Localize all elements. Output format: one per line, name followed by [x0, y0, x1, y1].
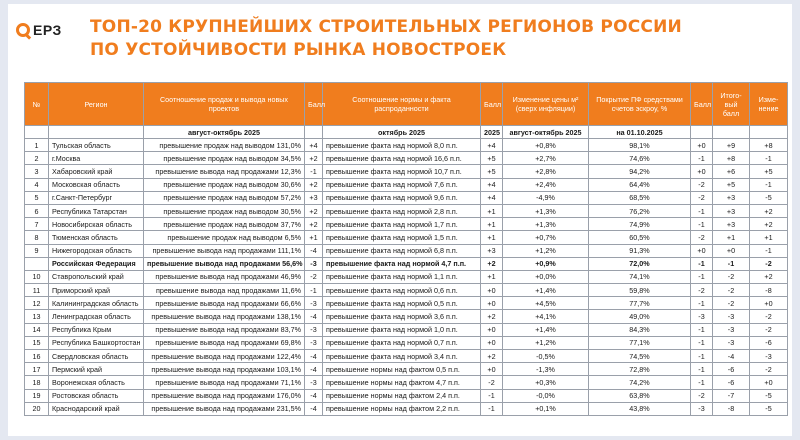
- table-cell: 74,5%: [589, 350, 691, 363]
- table-cell: +0: [481, 297, 503, 310]
- table-cell: -4: [305, 350, 323, 363]
- table-cell: -1: [305, 165, 323, 178]
- table-cell: +0: [691, 244, 713, 257]
- table-cell: 11: [25, 284, 49, 297]
- table-cell: 77,7%: [589, 297, 691, 310]
- table-row: [25, 310, 788, 323]
- table-cell: +1,4%: [503, 323, 589, 336]
- table-cell: -2: [691, 178, 713, 191]
- table-header-row: [25, 83, 788, 126]
- table-cell: -3: [305, 257, 323, 270]
- table-cell: +1,2%: [503, 336, 589, 349]
- table-cell: превышение вывода над продажами 56,6%: [144, 257, 305, 270]
- table-cell: превышение вывода над продажами 83,7%: [144, 323, 305, 336]
- table-cell: -0,5%: [503, 350, 589, 363]
- table-cell: превышение факта над нормой 9,6 п.п.: [323, 191, 481, 204]
- table-cell: +4,1%: [503, 310, 589, 323]
- table-cell: 94,2%: [589, 165, 691, 178]
- table-cell: +2,4%: [503, 178, 589, 191]
- table-cell: -6: [713, 376, 750, 389]
- table-cell: -1: [691, 218, 713, 231]
- table-cell: -3: [713, 336, 750, 349]
- table-row: [25, 204, 788, 217]
- table-cell: +4: [481, 178, 503, 191]
- table-cell: -2: [481, 376, 503, 389]
- table-cell: -3: [713, 310, 750, 323]
- table-cell: 60,5%: [589, 231, 691, 244]
- table-cell: превышение факта над нормой 4,7 п.п.: [323, 257, 481, 270]
- table-cell: превышение нормы над фактом 2,2 п.п.: [323, 402, 481, 415]
- table-cell: -4: [305, 402, 323, 415]
- table-cell: Ростовская область: [49, 389, 144, 402]
- table-cell: 18: [25, 376, 49, 389]
- table-cell: -0,0%: [503, 389, 589, 402]
- table-cell: +4: [305, 139, 323, 152]
- table-cell: 43,8%: [589, 402, 691, 415]
- table-cell: 4: [25, 178, 49, 191]
- subheader-cell-6: август-октябрь 2025: [503, 126, 589, 139]
- table-cell: +5: [481, 165, 503, 178]
- table-cell: Российская Федерация: [49, 257, 144, 270]
- table-cell: -2: [750, 323, 788, 336]
- table-cell: +1,3%: [503, 204, 589, 217]
- table-cell: Краснодарский край: [49, 402, 144, 415]
- table-cell: +2: [305, 204, 323, 217]
- subheader-cell-4: октябрь 2025: [323, 126, 481, 139]
- table-cell: -1,3%: [503, 363, 589, 376]
- table-cell: +5: [713, 178, 750, 191]
- table-cell: 1: [25, 139, 49, 152]
- table-cell: превышение продаж над выводом 6,5%: [144, 231, 305, 244]
- table-cell: -1: [691, 270, 713, 283]
- table-row: [25, 231, 788, 244]
- column-header-1: Регион: [49, 83, 144, 126]
- table-cell: превышение продаж над выводом 30,6%: [144, 178, 305, 191]
- table-row: [25, 363, 788, 376]
- table-cell: 68,5%: [589, 191, 691, 204]
- table-subheader-row: [25, 126, 788, 139]
- table-cell: +0: [481, 363, 503, 376]
- table-cell: 15: [25, 336, 49, 349]
- table-cell: превышение факта над нормой 0,7 п.п.: [323, 336, 481, 349]
- table-cell: +3: [713, 191, 750, 204]
- page-title: [90, 16, 682, 62]
- table-cell: превышение вывода над продажами 66,6%: [144, 297, 305, 310]
- table-cell: Калининградская область: [49, 297, 144, 310]
- table-cell: -1: [691, 323, 713, 336]
- table-cell: +1: [481, 218, 503, 231]
- table-cell: превышение факта над нормой 3,6 п.п.: [323, 310, 481, 323]
- subheader-cell-0: [25, 126, 49, 139]
- table-cell: превышение факта над нормой 1,5 п.п.: [323, 231, 481, 244]
- table-cell: превышение продаж над выводом 30,5%: [144, 204, 305, 217]
- column-header-7: Покрытие ПФ средствами счетов эскроу, %: [589, 83, 691, 126]
- title-line-1: ТОП-20 КРУПНЕЙШИХ СТРОИТЕЛЬНЫХ РЕГИОНОВ РОССИИ: [90, 17, 682, 37]
- table-cell: превышение вывода над продажами 103,1%: [144, 363, 305, 376]
- table-cell: +0: [713, 244, 750, 257]
- subheader-cell-9: [713, 126, 750, 139]
- table-row: [25, 402, 788, 415]
- table-cell: -2: [691, 191, 713, 204]
- table-cell: -2: [691, 231, 713, 244]
- table-cell: +0: [750, 376, 788, 389]
- column-header-4: Соотношение нормы и факта распроданности: [323, 83, 481, 126]
- table-cell: +0: [481, 336, 503, 349]
- table-cell: -6: [750, 336, 788, 349]
- table-cell: 49,0%: [589, 310, 691, 323]
- table-cell: -4: [305, 244, 323, 257]
- table-cell: 8: [25, 231, 49, 244]
- table-cell: -3: [305, 297, 323, 310]
- table-cell: 20: [25, 402, 49, 415]
- column-header-3: Балл: [305, 83, 323, 126]
- table-cell: +2: [305, 218, 323, 231]
- table-cell: Ставропольский край: [49, 270, 144, 283]
- table-cell: -7: [713, 389, 750, 402]
- table-cell: превышение продаж над выводом 57,2%: [144, 191, 305, 204]
- table-cell: превышение нормы над фактом 0,5 п.п.: [323, 363, 481, 376]
- table-cell: +4: [481, 191, 503, 204]
- table-cell: превышение вывода над продажами 122,4%: [144, 350, 305, 363]
- table-cell: -3: [750, 350, 788, 363]
- table-row: [25, 389, 788, 402]
- table-cell: -1: [750, 152, 788, 165]
- table-cell: +1,4%: [503, 284, 589, 297]
- table-cell: Воронежская область: [49, 376, 144, 389]
- table-cell: 91,3%: [589, 244, 691, 257]
- table-cell: 74,9%: [589, 218, 691, 231]
- table-row: [25, 336, 788, 349]
- table-body: [25, 139, 788, 416]
- table-cell: превышение факта над нормой 1,7 п.п.: [323, 218, 481, 231]
- table-cell: г.Москва: [49, 152, 144, 165]
- table-cell: -1: [305, 284, 323, 297]
- table-cell: превышение факта над нормой 0,6 п.п.: [323, 284, 481, 297]
- table-row: [25, 350, 788, 363]
- subheader-cell-2: август-октябрь 2025: [144, 126, 305, 139]
- table-cell: -5: [750, 191, 788, 204]
- table-cell: -3: [691, 402, 713, 415]
- logo: [16, 22, 62, 38]
- table-row: [25, 297, 788, 310]
- table-cell: 5: [25, 191, 49, 204]
- table-cell: +9: [713, 139, 750, 152]
- table-cell: +8: [750, 139, 788, 152]
- table-cell: 3: [25, 165, 49, 178]
- table-cell: -2: [691, 284, 713, 297]
- table-cell: +1: [481, 231, 503, 244]
- logo-q-icon: [16, 23, 30, 37]
- table-cell: -3: [305, 336, 323, 349]
- table-cell: -2: [691, 389, 713, 402]
- table-cell: +1: [305, 231, 323, 244]
- table-cell: превышение факта над нормой 8,0 п.п.: [323, 139, 481, 152]
- table-cell: Свердловская область: [49, 350, 144, 363]
- table-cell: 98,1%: [589, 139, 691, 152]
- table-row: [25, 244, 788, 257]
- table-cell: превышение факта над нормой 0,5 п.п.: [323, 297, 481, 310]
- table-cell: 74,1%: [589, 270, 691, 283]
- table-cell: -5: [750, 402, 788, 415]
- table-row: [25, 284, 788, 297]
- table-cell: +0,3%: [503, 376, 589, 389]
- column-header-2: Соотношение продаж и вывода новых проектов: [144, 83, 305, 126]
- table-cell: -2: [713, 284, 750, 297]
- table-cell: +2: [481, 257, 503, 270]
- subheader-cell-10: [750, 126, 788, 139]
- table-cell: -4: [713, 350, 750, 363]
- table-row: [25, 191, 788, 204]
- table-cell: +2: [750, 218, 788, 231]
- table-cell: +2: [750, 204, 788, 217]
- table-cell: +1: [481, 204, 503, 217]
- table-cell: превышение факта над нормой 3,4 п.п.: [323, 350, 481, 363]
- table-row: [25, 178, 788, 191]
- table-cell: -3: [305, 376, 323, 389]
- table-row-total: [25, 257, 788, 270]
- table-cell: +2: [481, 310, 503, 323]
- ranking-table: [24, 82, 788, 416]
- table-cell: превышение продаж над выводом 34,5%: [144, 152, 305, 165]
- table-cell: -8: [750, 284, 788, 297]
- table-cell: Республика Башкортостан: [49, 336, 144, 349]
- column-header-0: №: [25, 83, 49, 126]
- table-cell: 72,0%: [589, 257, 691, 270]
- table-cell: -5: [750, 389, 788, 402]
- table-cell: +2: [481, 350, 503, 363]
- table-cell: Тульская область: [49, 139, 144, 152]
- table-cell: +0: [481, 323, 503, 336]
- subheader-cell-3: [305, 126, 323, 139]
- table-cell: +1,3%: [503, 218, 589, 231]
- table-cell: -1: [691, 257, 713, 270]
- table-cell: Приморский край: [49, 284, 144, 297]
- content-card: [8, 4, 792, 436]
- table-cell: 2: [25, 152, 49, 165]
- table-row: [25, 165, 788, 178]
- table-cell: -1: [691, 376, 713, 389]
- table-cell: +4: [481, 139, 503, 152]
- table-cell: +2,8%: [503, 165, 589, 178]
- table-cell: -1: [691, 350, 713, 363]
- table-cell: 63,8%: [589, 389, 691, 402]
- table-cell: [25, 257, 49, 270]
- table-cell: 19: [25, 389, 49, 402]
- table-cell: -1: [691, 336, 713, 349]
- table-cell: +0,1%: [503, 402, 589, 415]
- table-cell: +4,5%: [503, 297, 589, 310]
- table-cell: 74,2%: [589, 376, 691, 389]
- table-cell: 77,1%: [589, 336, 691, 349]
- table-cell: -6: [713, 363, 750, 376]
- table-cell: Московская область: [49, 178, 144, 191]
- table-cell: превышение факта над нормой 1,0 п.п.: [323, 323, 481, 336]
- table-row: [25, 218, 788, 231]
- table-cell: Пермский край: [49, 363, 144, 376]
- table-cell: превышение вывода над продажами 176,0%: [144, 389, 305, 402]
- table-cell: -1: [691, 363, 713, 376]
- table-cell: -4: [305, 310, 323, 323]
- table-cell: -1: [481, 402, 503, 415]
- table-cell: превышение факта над нормой 6,8 п.п.: [323, 244, 481, 257]
- table-cell: +1: [750, 231, 788, 244]
- table-cell: +3: [713, 204, 750, 217]
- table-cell: 10: [25, 270, 49, 283]
- table-cell: Республика Крым: [49, 323, 144, 336]
- subheader-cell-1: [49, 126, 144, 139]
- table-cell: +1: [713, 231, 750, 244]
- table-cell: превышение продаж над выводом 37,7%: [144, 218, 305, 231]
- table-cell: -1: [481, 389, 503, 402]
- table-cell: превышение факта над нормой 16,6 п.п.: [323, 152, 481, 165]
- table-cell: -2: [750, 310, 788, 323]
- table-cell: +2: [750, 270, 788, 283]
- table-cell: -1: [713, 257, 750, 270]
- table-cell: превышение нормы над фактом 4,7 п.п.: [323, 376, 481, 389]
- table-cell: +2: [305, 152, 323, 165]
- table-cell: -4,9%: [503, 191, 589, 204]
- table-row: [25, 323, 788, 336]
- table-cell: превышение факта над нормой 7,6 п.п.: [323, 178, 481, 191]
- table-row: [25, 376, 788, 389]
- table-cell: превышение вывода над продажами 71,1%: [144, 376, 305, 389]
- table-cell: 12: [25, 297, 49, 310]
- table-cell: Нижегородская область: [49, 244, 144, 257]
- table-cell: превышение факта над нормой 1,1 п.п.: [323, 270, 481, 283]
- subheader-cell-7: на 01.10.2025: [589, 126, 691, 139]
- table-cell: 14: [25, 323, 49, 336]
- table-cell: -8: [713, 402, 750, 415]
- table-cell: 84,3%: [589, 323, 691, 336]
- table-cell: 59,8%: [589, 284, 691, 297]
- table-cell: 16: [25, 350, 49, 363]
- table-cell: -2: [713, 270, 750, 283]
- table-cell: превышение вывода над продажами 111,1%: [144, 244, 305, 257]
- table-cell: превышение вывода над продажами 231,5%: [144, 402, 305, 415]
- table-cell: +0: [750, 297, 788, 310]
- table-cell: 72,8%: [589, 363, 691, 376]
- table-cell: превышение факта над нормой 2,8 п.п.: [323, 204, 481, 217]
- table-cell: +0,0%: [503, 270, 589, 283]
- table-cell: превышение продаж над выводом 131,0%: [144, 139, 305, 152]
- table-cell: -2: [305, 270, 323, 283]
- table-cell: превышение вывода над продажами 12,3%: [144, 165, 305, 178]
- table-cell: 17: [25, 363, 49, 376]
- table-cell: +5: [481, 152, 503, 165]
- table-cell: -3: [713, 323, 750, 336]
- table-cell: превышение вывода над продажами 11,6%: [144, 284, 305, 297]
- table-cell: +0: [481, 284, 503, 297]
- table-cell: 7: [25, 218, 49, 231]
- table-cell: -1: [691, 297, 713, 310]
- table-cell: 9: [25, 244, 49, 257]
- table-cell: 13: [25, 310, 49, 323]
- table-cell: -2: [750, 363, 788, 376]
- table-cell: +1: [481, 270, 503, 283]
- table-row: [25, 270, 788, 283]
- table-cell: г.Санкт-Петербург: [49, 191, 144, 204]
- table-cell: +3: [481, 244, 503, 257]
- table-cell: -2: [750, 257, 788, 270]
- table-cell: -4: [305, 389, 323, 402]
- table-cell: +1,2%: [503, 244, 589, 257]
- table-cell: 64,4%: [589, 178, 691, 191]
- table-cell: -4: [305, 363, 323, 376]
- title-line-2: ПО УСТОЙЧИВОСТИ РЫНКА НОВОСТРОЕК: [90, 40, 507, 60]
- table-cell: +0,8%: [503, 139, 589, 152]
- table-cell: +0,9%: [503, 257, 589, 270]
- table-cell: -1: [691, 152, 713, 165]
- column-header-8: Балл: [691, 83, 713, 126]
- table-cell: +5: [750, 165, 788, 178]
- table-cell: 6: [25, 204, 49, 217]
- table-cell: Республика Татарстан: [49, 204, 144, 217]
- table-row: [25, 152, 788, 165]
- table-cell: 74,6%: [589, 152, 691, 165]
- table-cell: -2: [713, 297, 750, 310]
- column-header-9: Итого-вый балл: [713, 83, 750, 126]
- table-cell: +2: [305, 178, 323, 191]
- table-cell: -1: [750, 244, 788, 257]
- table-cell: +3: [305, 191, 323, 204]
- table-cell: Тюменская область: [49, 231, 144, 244]
- table-cell: превышение вывода над продажами 46,9%: [144, 270, 305, 283]
- table-cell: Новосибирская область: [49, 218, 144, 231]
- subheader-cell-5: 2025: [481, 126, 503, 139]
- table-cell: +2,7%: [503, 152, 589, 165]
- table-cell: -3: [305, 323, 323, 336]
- table-cell: +3: [713, 218, 750, 231]
- table-cell: +0,7%: [503, 231, 589, 244]
- table-cell: +0: [691, 139, 713, 152]
- table-cell: -1: [750, 178, 788, 191]
- table-cell: Ленинградская область: [49, 310, 144, 323]
- table-cell: -3: [691, 310, 713, 323]
- table-cell: Хабаровский край: [49, 165, 144, 178]
- table-cell: превышение вывода над продажами 69,8%: [144, 336, 305, 349]
- table-cell: +8: [713, 152, 750, 165]
- table-row: [25, 139, 788, 152]
- table-cell: -1: [691, 204, 713, 217]
- column-header-6: Изменение цены м² (сверх инфляции): [503, 83, 589, 126]
- column-header-10: Изме-нение: [750, 83, 788, 126]
- table-cell: превышение вывода над продажами 138,1%: [144, 310, 305, 323]
- table-cell: 76,2%: [589, 204, 691, 217]
- logo-text: ЕРЗ: [33, 22, 62, 38]
- column-header-5: Балл: [481, 83, 503, 126]
- table-cell: превышение нормы над фактом 2,4 п.п.: [323, 389, 481, 402]
- table-cell: +0: [691, 165, 713, 178]
- subheader-cell-8: [691, 126, 713, 139]
- ranking-table-wrapper: [24, 82, 787, 416]
- table-cell: превышение факта над нормой 10,7 п.п.: [323, 165, 481, 178]
- table-cell: +6: [713, 165, 750, 178]
